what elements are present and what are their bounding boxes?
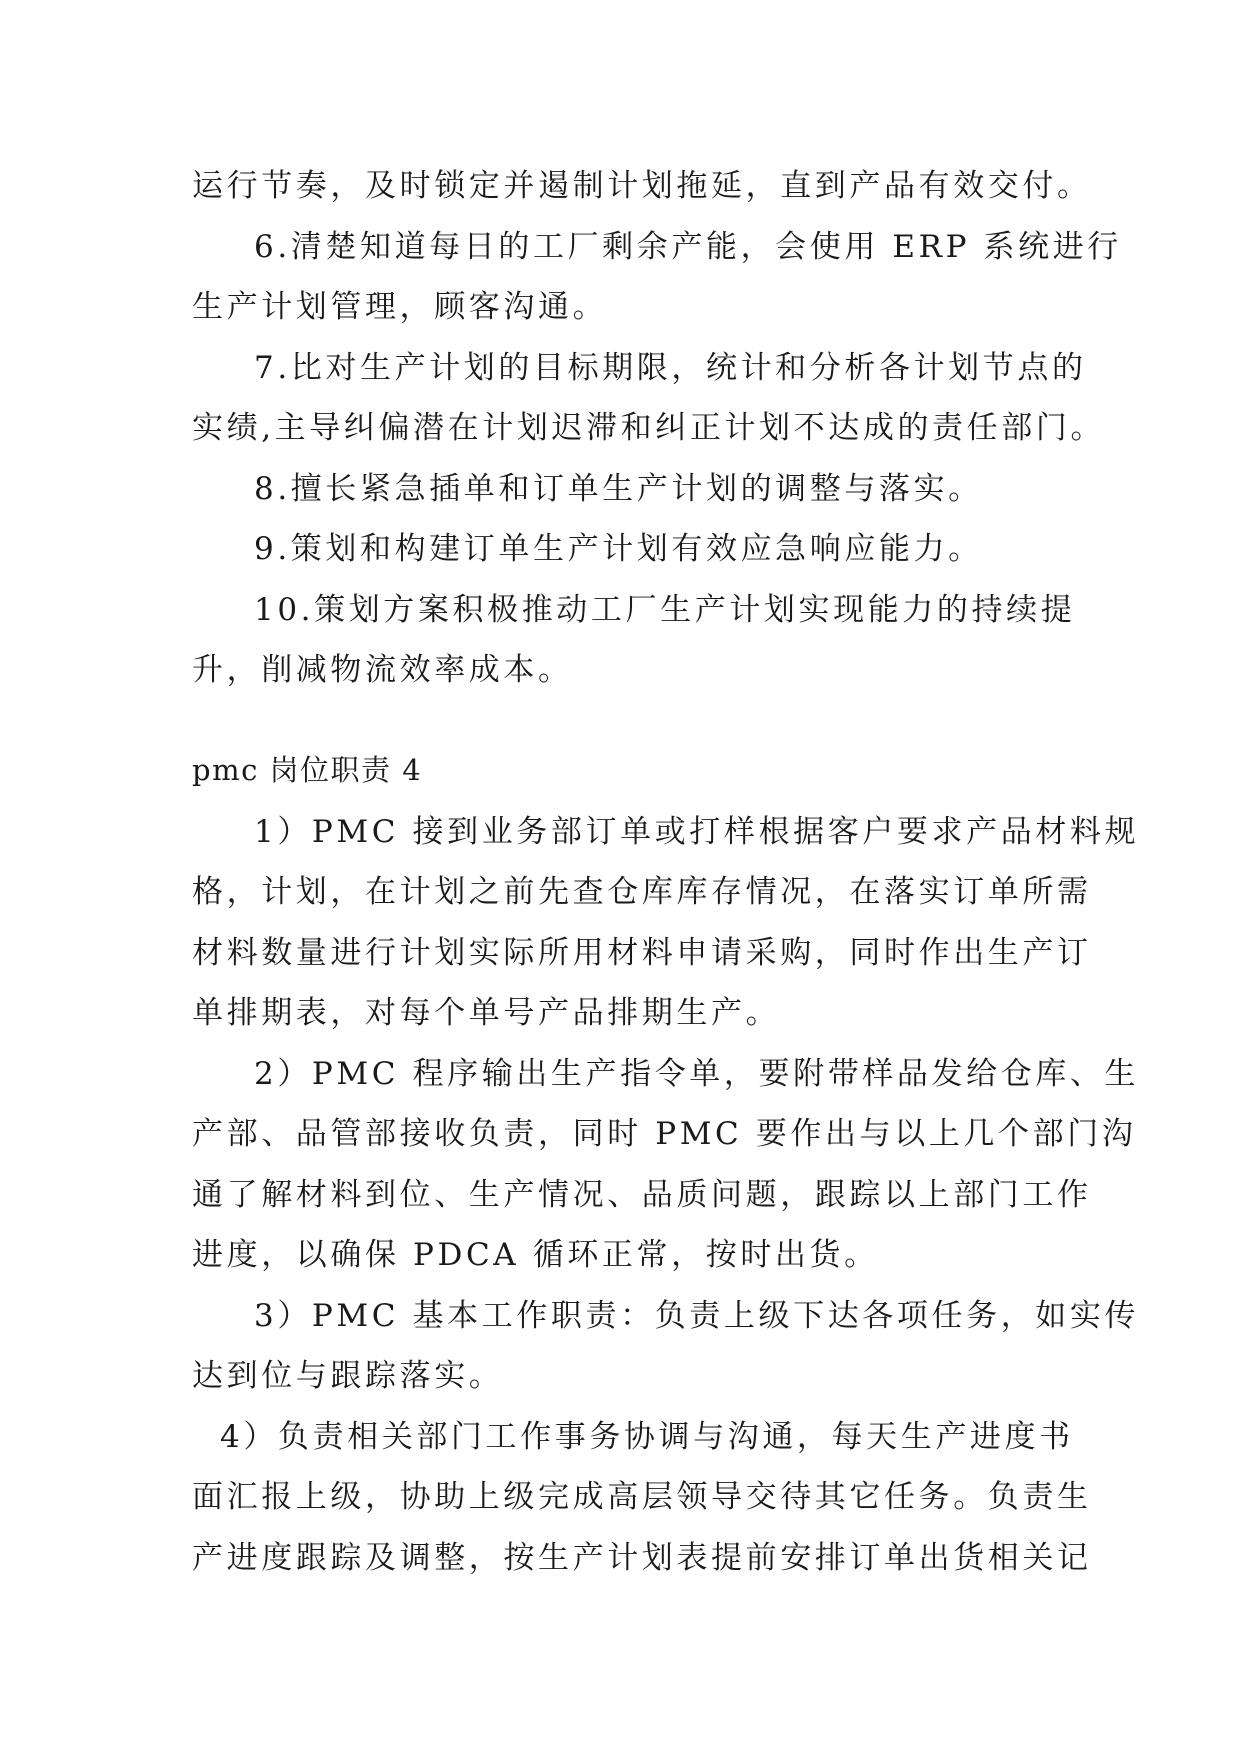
paragraph-line: 产部、品管部接收负责，同时 PMC 要作出与以上几个部门沟 (192, 1116, 1137, 1152)
list-item-8-line: 8.擅长紧急插单和订单生产计划的调整与落实。 (254, 471, 983, 507)
list-item-7-line: 7.比对生产计划的目标期限，统计和分析各计划节点的 (254, 350, 1087, 386)
paragraph-line: 实绩,主导纠偏潜在计划迟滞和纠正计划不达成的责任部门。 (192, 410, 1106, 446)
paragraph-line: 达到位与跟踪落实。 (192, 1358, 504, 1394)
duty-1-line: 1）PMC 接到业务部订单或打样根据客户要求产品材料规 (254, 814, 1140, 850)
section-heading: pmc 岗位职责 4 (192, 753, 423, 787)
paragraph-line: 升，削减物流效率成本。 (192, 652, 573, 688)
paragraph-line: 面汇报上级，协助上级完成高层领导交待其它任务。负责生 (192, 1479, 1092, 1515)
duty-3-line: 3）PMC 基本工作职责：负责上级下达各项任务，如实传 (254, 1298, 1140, 1334)
list-item-6-line: 6.清楚知道每日的工厂剩余产能，会使用 ERP 系统进行 (254, 229, 1122, 265)
paragraph-line: 运行节奏，及时锁定并遏制计划拖延，直到产品有效交付。 (192, 168, 1092, 204)
paragraph-line: 单排期表，对每个单号产品排期生产。 (192, 995, 781, 1031)
paragraph-line: 通了解材料到位、生产情况、品质问题，跟踪以上部门工作 (192, 1177, 1092, 1213)
paragraph-line: 产进度跟踪及调整，按生产计划表提前安排订单出货相关记 (192, 1540, 1092, 1576)
paragraph-line: 材料数量进行计划实际所用材料申请采购，同时作出生产订 (192, 935, 1092, 971)
duty-4-line: 4）负责相关部门工作事务协调与沟通，每天生产进度书 (220, 1419, 1074, 1455)
duty-2-line: 2）PMC 程序输出生产指令单，要附带样品发给仓库、生 (254, 1056, 1140, 1092)
list-item-9-line: 9.策划和构建订单生产计划有效应急响应能力。 (254, 531, 983, 567)
paragraph-line: 进度，以确保 PDCA 循环正常，按时出货。 (192, 1237, 879, 1273)
paragraph-line: 格，计划，在计划之前先查仓库库存情况，在落实订单所需 (192, 874, 1092, 910)
list-item-10-line: 10.策划方案积极推动工厂生产计划实现能力的持续提 (254, 592, 1076, 628)
paragraph-line: 生产计划管理，顾客沟通。 (192, 289, 608, 325)
